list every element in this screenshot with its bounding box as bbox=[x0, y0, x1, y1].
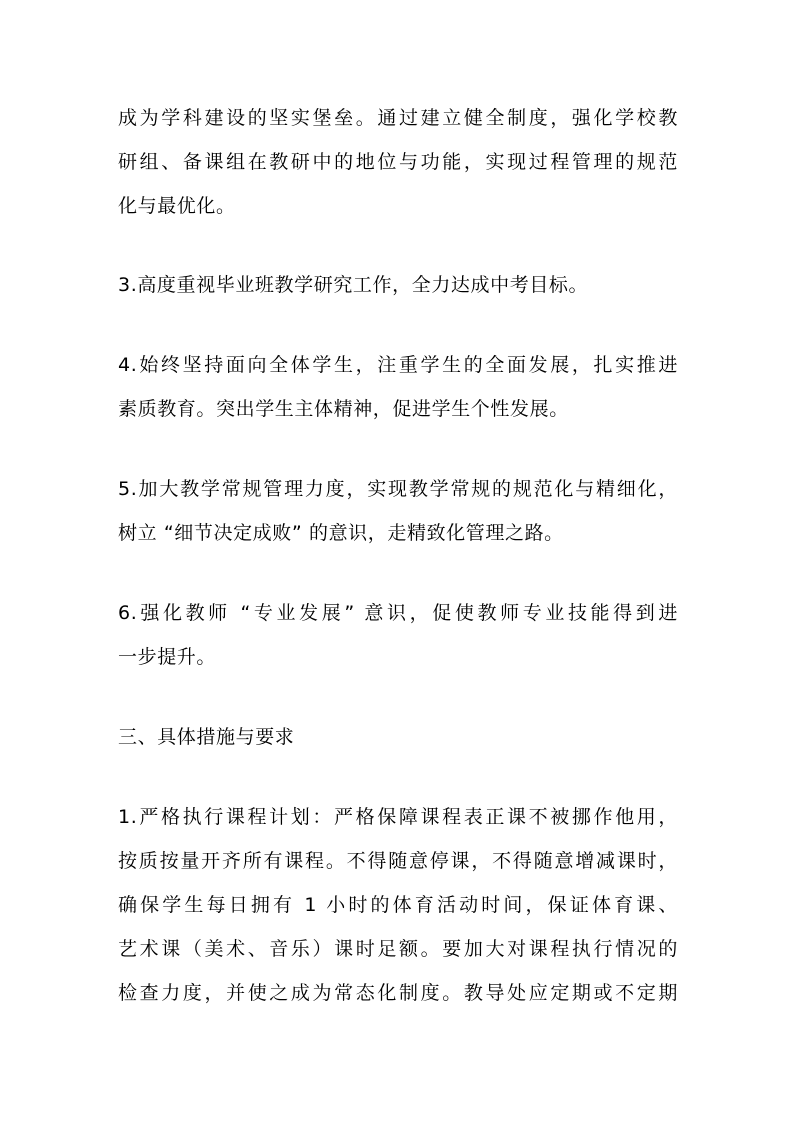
list-item-4-line: 素质教育。突出学生主体精神，促进学生个性发展。 bbox=[118, 398, 569, 420]
paragraph-line: 研组、备课组在教研中的地位与功能，实现过程管理的规范 bbox=[118, 151, 678, 173]
list-item-6-line: 一步提升。 bbox=[118, 646, 217, 668]
section-heading: 三、具体措施与要求 bbox=[118, 726, 295, 748]
list-item-4-line: 4.始终坚持面向全体学生，注重学生的全面发展，扎实推进 bbox=[118, 354, 678, 376]
measure-1-line: 按质按量开齐所有课程。不得随意停课，不得随意增减课时， bbox=[118, 850, 678, 872]
list-item-5-line: 5.加大教学常规管理力度，实现教学常规的规范化与精细化， bbox=[118, 478, 678, 500]
measure-1-line: 艺术课（美术、音乐）课时足额。要加大对课程执行情况的 bbox=[118, 938, 678, 960]
paragraph-line: 成为学科建设的坚实堡垒。通过建立健全制度，强化学校教 bbox=[118, 107, 678, 129]
paragraph-line: 化与最优化。 bbox=[118, 195, 236, 217]
measure-1-line: 检查力度，并使之成为常态化制度。教导处应定期或不定期 bbox=[118, 982, 678, 1004]
measure-1-line: 确保学生每日拥有 1 小时的体育活动时间，保证体育课、 bbox=[118, 894, 678, 916]
list-item-6-line: 6.强化教师 “专业发展” 意识，促使教师专业技能得到进 bbox=[118, 602, 678, 624]
list-item-5-line: 树立 “细节决定成败” 的意识，走精致化管理之路。 bbox=[118, 522, 564, 544]
list-item-3: 3.高度重视毕业班教学研究工作，全力达成中考目标。 bbox=[118, 274, 589, 296]
measure-1-line: 1.严格执行课程计划：严格保障课程表正课不被挪作他用， bbox=[118, 806, 678, 828]
